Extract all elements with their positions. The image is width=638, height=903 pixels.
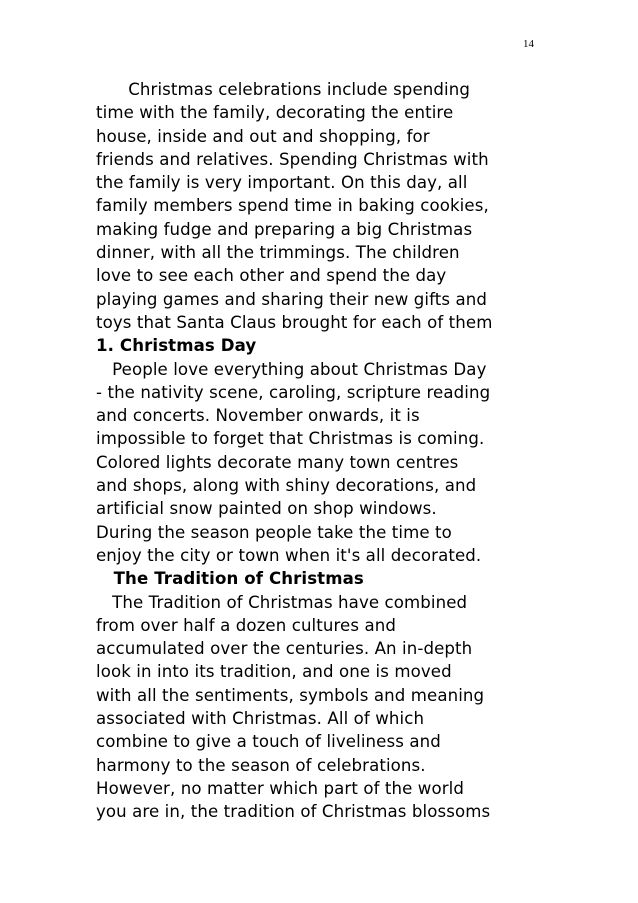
document-body-text [96,78,616,824]
paragraph-line: with all the sentiments, symbols and meaning [96,685,485,705]
paragraph-line: the family is very important. On this day, all [96,173,468,193]
paragraph-line: Christmas celebrations include spending [96,80,470,99]
paragraph-line: toys that Santa Claus brought for each of them [96,312,493,332]
paragraph-line: time with the family, decorating the entire [96,103,454,123]
paragraph-line: enjoy the city or town when it's all decorated. [96,545,482,565]
paragraph-line: family members spend time in baking cookies, [96,196,489,216]
paragraph-line: love to see each other and spend the day [96,266,447,286]
paragraph-line: dinner, with all the trimmings. The children [96,243,460,263]
paragraph-line: artificial snow painted on shop windows. [96,499,437,519]
paragraph-line: playing games and sharing their new gifts and [96,289,487,309]
paragraph-line: you are in, the tradition of Christmas blossoms [96,802,491,822]
section-heading-line: 1. Christmas Day [96,336,257,356]
paragraph-line: and concerts. November onwards, it is [96,406,420,426]
paragraph-line: - the nativity scene, caroling, scripture reading [96,382,491,402]
paragraph-line: The Tradition of Christmas have combined [96,592,468,612]
page-number: 14 [523,38,534,50]
paragraph-line: house, inside and out and shopping, for [96,126,430,146]
paragraph-line: However, no matter which part of the world [96,778,464,798]
paragraph-line: associated with Christmas. All of which [96,709,425,729]
paragraph-line: making fudge and preparing a big Christmas [96,219,473,239]
paragraph-line: impossible to forget that Christmas is coming. [96,429,485,449]
section-heading-line: The Tradition of Christmas [96,569,364,589]
paragraph-line: Colored lights decorate many town centres [96,452,459,472]
paragraph-line: look in into its tradition, and one is moved [96,662,452,682]
paragraph-line: from over half a dozen cultures and [96,615,396,635]
paragraph-line: harmony to the season of celebrations. [96,755,426,775]
paragraph-line: combine to give a touch of liveliness and [96,732,441,752]
paragraph-line: friends and relatives. Spending Christmas with [96,149,489,169]
paragraph-line: accumulated over the centuries. An in-depth [96,639,473,659]
paragraph-line: and shops, along with shiny decorations, and [96,476,477,496]
paragraph-line: People love everything about Christmas Day [96,359,487,379]
paragraph-line: During the season people take the time to [96,522,452,542]
